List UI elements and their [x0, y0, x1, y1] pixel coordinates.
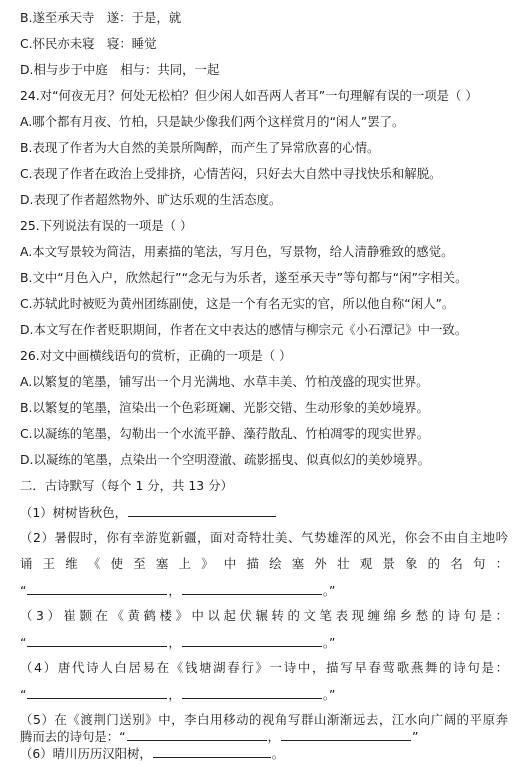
poem-item-3-answer: “ ， 。”	[20, 635, 336, 650]
answer-blank[interactable]	[27, 686, 167, 699]
q26-option-d: D.以凝练的笔墨，点染出一个空明澄澈、疏影摇曳、似真似幻的美妙境界。	[20, 452, 430, 467]
section-2-heading: 二．古诗默写（每个 1 分，共 13 分）	[20, 478, 233, 493]
answer-blank[interactable]	[27, 634, 167, 647]
q23-option-b: B.遂至承天寺 遂：于是，就	[20, 10, 182, 25]
poem-item-3-line-1: （3）崔颢在《黄鹤楼》中以起伏辗转的文笔表现缠绵乡愁的诗句是：	[20, 608, 508, 623]
answer-blank[interactable]	[182, 582, 322, 595]
q24-option-c: C.表现了作者在政治上受排挤，心情苦闷，只好去大自然中寻找快乐和解脱。	[20, 166, 442, 181]
q24-option-a: A.哪个都有月夜、竹柏，只是缺少像我们两个这样赏月的“闲人”罢了。	[20, 114, 405, 129]
poem-item-4-line-1: （4）唐代诗人白居易在《钱塘湖春行》一诗中，描写早春莺歌燕舞的诗句是：	[20, 660, 508, 675]
q24-option-b: B.表现了作者为大自然的美景所陶醉，而产生了异常欣喜的心情。	[20, 140, 380, 155]
q26-stem: 26.对文中画横线语句的赏析，正确的一项是（ ）	[20, 348, 292, 363]
poem-item-5-line-2: 腾而去的诗句是：“ ， ”	[20, 729, 419, 744]
q24-option-d: D.表现了作者超然物外、旷达乐观的生活态度。	[20, 192, 282, 207]
q25-option-b: B.文中“月色入户，欣然起行”“念无与为乐者，遂至承天寺”等句都与“闲”字相关。	[20, 270, 468, 285]
q25-option-c: C.苏轼此时被贬为黄州团练副使，这是一个有名无实的官，所以他自称“闲人”。	[20, 296, 455, 311]
q25-option-a: A.本文写景较为简洁，用素描的笔法，写月色，写景物，给人清静雅致的感觉。	[20, 244, 454, 259]
answer-blank[interactable]	[127, 728, 267, 741]
q24-stem: 24.对“何夜无月？何处无松柏？但少闲人如吾两人者耳”一句理解有误的一项是（ ）	[20, 88, 478, 103]
answer-blank[interactable]	[182, 686, 322, 699]
answer-blank[interactable]	[281, 728, 411, 741]
poem-item-2-line-1: （2）暑假时，你有幸游览新疆，面对奇特壮美、气势雄浑的风光，你会不由自主地吟	[20, 530, 508, 545]
poem-item-6: （6）晴川历历汉阳树， 。	[20, 746, 285, 761]
q25-option-d: D.本文写在作者贬职期间，作者在文中表达的感情与柳宗元《小石潭记》中一致。	[20, 322, 468, 337]
q26-option-a: A.以繁复的笔墨，铺写出一个月光满地、水草丰美、竹柏茂盛的现实世界。	[20, 374, 429, 389]
poem-item-1: （1）树树皆秋色，	[20, 504, 277, 521]
q26-option-c: C.以凝练的笔墨，勾勒出一个水流平静、藻荇散乱、竹柏凋零的现实世界。	[20, 426, 430, 441]
q23-option-d: D.相与步于中庭 相与：共同，一起	[20, 62, 220, 77]
q26-option-b: B.以繁复的笔墨，渲染出一个色彩斑斓、光影交错、生动形象的美妙境界。	[20, 400, 429, 415]
q25-stem: 25.下列说法有误的一项是（ ）	[20, 218, 193, 233]
poem-item-5-line-1: （5）在《渡荆门送别》中，李白用移动的视角写群山渐渐远去，江水向广阔的平原奔	[20, 712, 508, 727]
poem-item-2-answer: “ ， 。”	[20, 583, 336, 598]
answer-blank[interactable]	[128, 504, 276, 517]
q23-option-c: C.怀民亦未寝 寝：睡觉	[20, 36, 157, 51]
poem-item-2-line-2: 诵王维《使至塞上》中描绘塞外壮观景象的名句：	[20, 556, 508, 571]
answer-blank[interactable]	[153, 745, 271, 758]
poem-item-4-answer: “ ， 。”	[20, 687, 336, 702]
answer-blank[interactable]	[182, 634, 322, 647]
answer-blank[interactable]	[27, 582, 167, 595]
